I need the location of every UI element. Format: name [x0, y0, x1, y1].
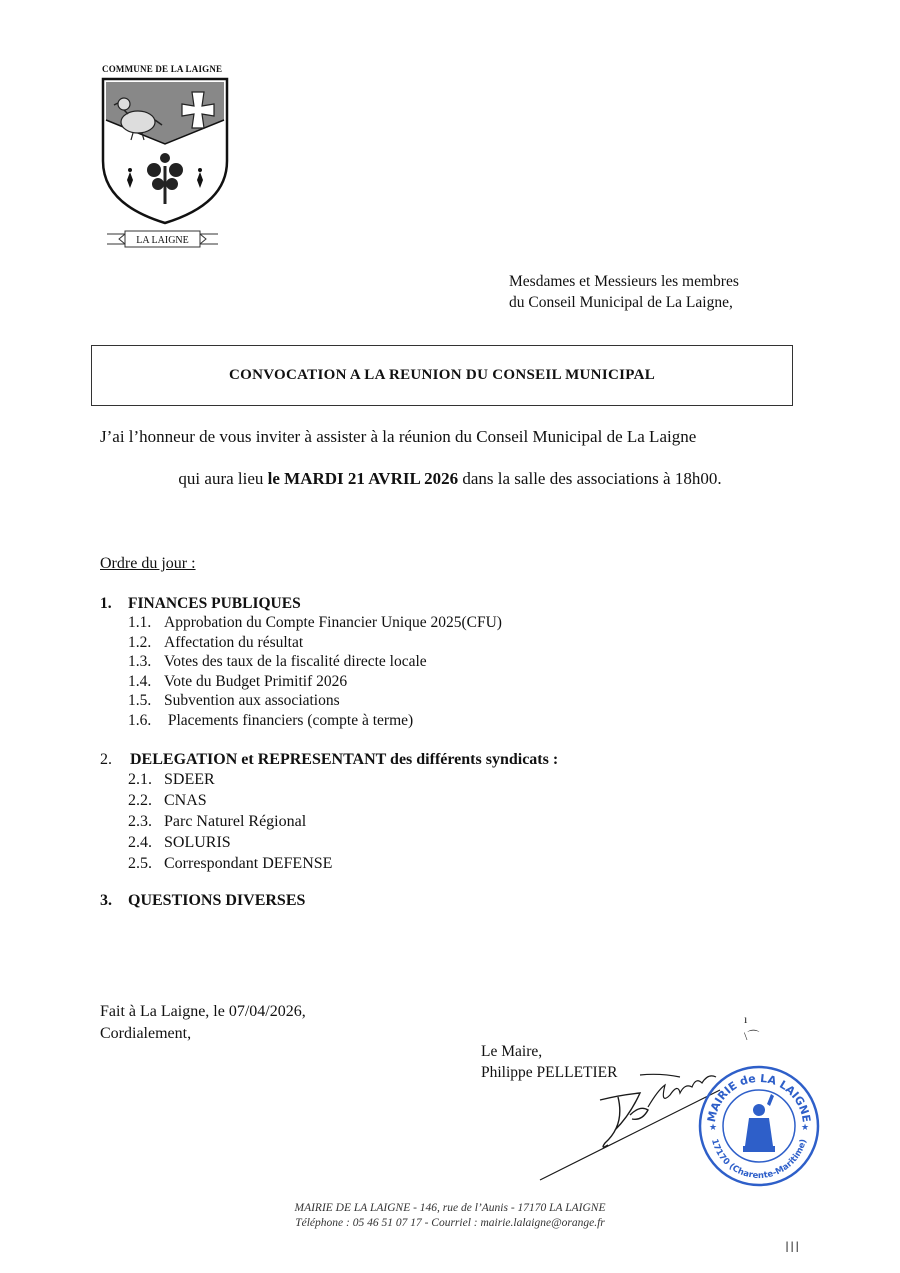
item-label: Subvention aux associations	[164, 692, 340, 709]
recipients-line-2: du Conseil Municipal de La Laigne,	[509, 294, 733, 311]
list-item	[100, 853, 558, 874]
list-item	[100, 832, 558, 853]
item-label: Parc Naturel Régional	[164, 813, 307, 830]
agenda-section-3	[100, 892, 558, 910]
item-label: Votes des taux de la fiscalité directe locale	[164, 653, 427, 670]
item-label: CNAS	[164, 792, 207, 809]
footer-contact: Téléphone : 05 46 51 07 17 - Courriel : mairie.lalaigne@orange.fr	[295, 1217, 605, 1229]
footer	[0, 1201, 900, 1231]
item-number: 2.2.	[128, 792, 152, 809]
list-item	[100, 811, 558, 832]
item-number: 1.5.	[128, 692, 152, 709]
list-item	[100, 672, 558, 692]
title-box	[91, 345, 793, 406]
list-item	[100, 790, 558, 811]
meeting-date: le MARDI 21 AVRIL 2026	[267, 469, 459, 488]
signatory-role: Le Maire,	[481, 1043, 543, 1060]
margin-mark: ı \⌒	[744, 1012, 760, 1043]
item-number: 2.4.	[128, 834, 152, 851]
section-number: 3.	[100, 892, 112, 909]
item-number: 2.3.	[128, 813, 152, 830]
recipients-block	[509, 271, 739, 313]
agenda-section-1	[100, 595, 558, 730]
item-label: Approbation du Compte Financier Unique 2025(CFU)	[164, 614, 502, 631]
item-label: Placements financiers (compte à terme)	[164, 711, 414, 729]
document-title: CONVOCATION A LA REUNION DU CONSEIL MUNICIPAL	[228, 367, 656, 383]
list-item	[100, 711, 558, 731]
item-label: Affectation du résultat	[164, 633, 304, 651]
section-title: FINANCES PUBLIQUES	[128, 595, 301, 612]
item-label: Correspondant DEFENSE	[164, 855, 333, 872]
svg-text:★: ★	[709, 1123, 718, 1133]
section-title: DELEGATION et REPRESENTANT des différents syndicats	[130, 751, 549, 768]
item-number: 1.2.	[128, 633, 152, 651]
salutation: Cordialement,	[100, 1025, 192, 1042]
section-number: 2.	[100, 751, 112, 768]
motto-text: LA LAIGNE	[136, 235, 189, 246]
item-number: 2.5.	[128, 855, 152, 872]
recipients-line-1: Mesdames et Messieurs les membres	[509, 273, 739, 290]
stamp-bottom-text: 17170 (Charente-Maritime)	[709, 1137, 809, 1182]
signatory-name: Philippe PELLETIER	[481, 1064, 618, 1081]
list-item	[100, 652, 558, 672]
item-number: 1.4.	[128, 672, 152, 690]
motto-scroll	[105, 228, 220, 250]
agenda-heading: Ordre du jour :	[100, 555, 196, 572]
intro-line-2	[0, 469, 900, 489]
list-item	[100, 691, 558, 711]
coat-of-arms-icon	[100, 76, 230, 226]
intro-prefix: qui aura lieu	[178, 469, 268, 488]
item-label: Vote du Budget Primitif 2026	[164, 672, 348, 690]
stamp-top-text: MAIRIE de LA LAIGNE	[704, 1071, 813, 1124]
agenda-list	[100, 595, 558, 910]
page-mark: III	[785, 1240, 801, 1256]
footer-address: MAIRIE DE LA LAIGNE - 146, rue de l’Aunis - 17170 LA LAIGNE	[294, 1202, 606, 1214]
list-item	[100, 769, 558, 790]
intro-suffix: dans la salle des associations à 18h00.	[458, 469, 722, 488]
commune-label: COMMUNE DE LA LAIGNE	[102, 64, 223, 74]
agenda-section-2	[100, 751, 558, 874]
item-label: SDEER	[164, 771, 215, 788]
list-item	[100, 633, 558, 653]
section-number: 1.	[100, 595, 112, 612]
closing-block	[100, 1001, 306, 1045]
section-title-suffix: :	[548, 751, 559, 768]
place-date: Fait à La Laigne, le 07/04/2026,	[100, 1003, 306, 1020]
item-number: 1.1.	[128, 614, 152, 631]
mairie-stamp	[697, 1064, 821, 1188]
item-number: 1.6.	[128, 711, 152, 729]
list-item	[100, 613, 558, 633]
item-label: SOLURIS	[164, 834, 231, 851]
svg-text:★: ★	[801, 1123, 810, 1133]
intro-line-1: J’ai l’honneur de vous inviter à assister à la réunion du Conseil Municipal de La Laigne	[100, 427, 697, 446]
marianne-icon	[743, 1094, 775, 1152]
section-title: QUESTIONS DIVERSES	[128, 892, 306, 909]
item-number: 2.1.	[128, 771, 152, 788]
item-number: 1.3.	[128, 653, 152, 670]
